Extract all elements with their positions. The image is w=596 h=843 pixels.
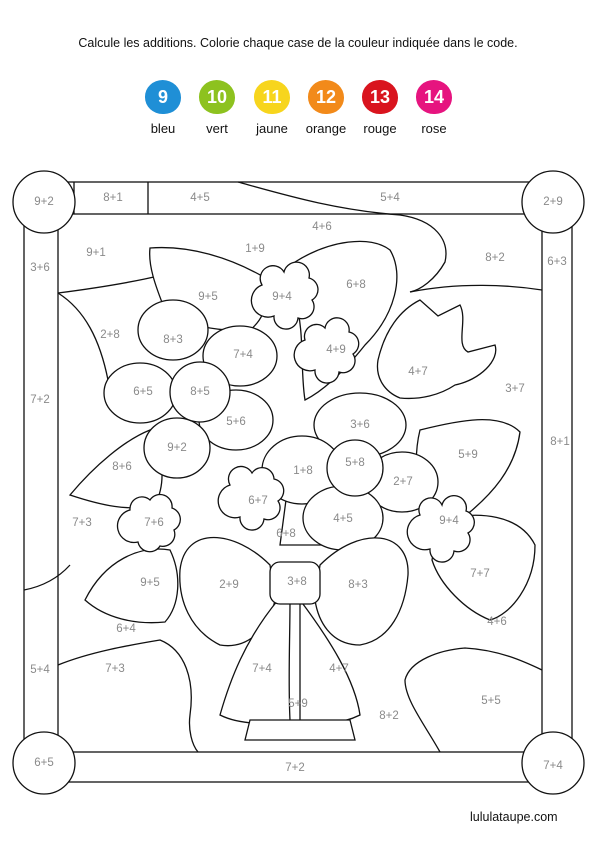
sum-label: 8+5 [190, 386, 210, 399]
sum-label: 4+6 [487, 616, 507, 629]
sum-label: 9+5 [198, 291, 218, 304]
sum-label: 1+9 [245, 243, 265, 256]
bow-base [245, 720, 355, 740]
site-credit: lululataupe.com [470, 810, 558, 824]
sum-label: 5+4 [380, 192, 400, 205]
sum-label: 4+7 [329, 663, 349, 676]
legend-number-blob: 12 [308, 80, 344, 114]
sum-label: 5+5 [481, 695, 501, 708]
sum-label: 2+9 [219, 579, 239, 592]
sum-label: 3+6 [350, 419, 370, 432]
sum-label: 8+2 [485, 252, 505, 265]
sum-label: 6+3 [547, 256, 567, 269]
legend-color-name: orange [305, 121, 347, 136]
legend-color-name: bleu [150, 121, 176, 136]
sum-label: 2+8 [100, 329, 120, 342]
legend-number-blob: 11 [254, 80, 290, 114]
sum-label: 6+7 [248, 495, 268, 508]
sum-label: 9+5 [140, 577, 160, 590]
sum-label: 9+4 [272, 291, 292, 304]
sum-label: 7+4 [233, 349, 253, 362]
sum-label: 8+2 [379, 710, 399, 723]
sum-label: 4+6 [312, 221, 332, 234]
sum-label: 5+9 [288, 698, 308, 711]
sum-label: 8+3 [348, 579, 368, 592]
sum-label: 7+4 [252, 663, 272, 676]
sum-label: 8+6 [112, 461, 132, 474]
sum-label: 6+8 [346, 279, 366, 292]
legend-number-blob: 9 [145, 80, 181, 114]
petal [138, 300, 208, 360]
sum-label: 3+8 [287, 576, 307, 589]
legend-color-name: jaune [256, 121, 288, 136]
legend-number-blob: 14 [416, 80, 452, 114]
sum-label: 7+6 [144, 517, 164, 530]
sum-label: 2+9 [543, 196, 563, 209]
sum-label: 8+3 [163, 334, 183, 347]
sum-label: 5+4 [30, 664, 50, 677]
sum-label: 6+5 [133, 386, 153, 399]
sum-label: 4+5 [190, 192, 210, 205]
sum-label: 7+2 [285, 762, 305, 775]
sum-label: 9+2 [34, 196, 54, 209]
legend-number-blob: 10 [199, 80, 235, 114]
sum-label: 7+4 [543, 760, 563, 773]
legend-color-name: rose [421, 121, 447, 136]
sum-label: 8+1 [103, 192, 123, 205]
sum-label: 9+4 [439, 515, 459, 528]
sum-label: 4+7 [408, 366, 428, 379]
sum-label: 8+1 [550, 436, 570, 449]
sum-label: 1+8 [293, 465, 313, 478]
sum-label: 7+3 [105, 663, 125, 676]
legend-color-name: rouge [363, 121, 397, 136]
sum-label: 3+6 [30, 262, 50, 275]
sum-label: 7+3 [72, 517, 92, 530]
sum-label: 5+9 [458, 449, 478, 462]
legend-number-blob: 13 [362, 80, 398, 114]
sum-label: 9+1 [86, 247, 106, 260]
sum-label: 4+9 [326, 344, 346, 357]
sum-label: 2+7 [393, 476, 413, 489]
sum-label: 7+2 [30, 394, 50, 407]
legend-color-name: vert [206, 121, 228, 136]
sum-label: 5+8 [345, 457, 365, 470]
sum-label: 4+5 [333, 513, 353, 526]
sum-label: 6+4 [116, 623, 136, 636]
sum-label: 6+5 [34, 757, 54, 770]
sum-label: 5+6 [226, 416, 246, 429]
sum-label: 9+2 [167, 442, 187, 455]
sum-label: 7+7 [470, 568, 490, 581]
instructions: Calcule les additions. Colorie chaque case de la couleur indiquée dans le code. [78, 36, 518, 50]
sum-label: 6+8 [276, 528, 296, 541]
sum-label: 3+7 [505, 383, 525, 396]
